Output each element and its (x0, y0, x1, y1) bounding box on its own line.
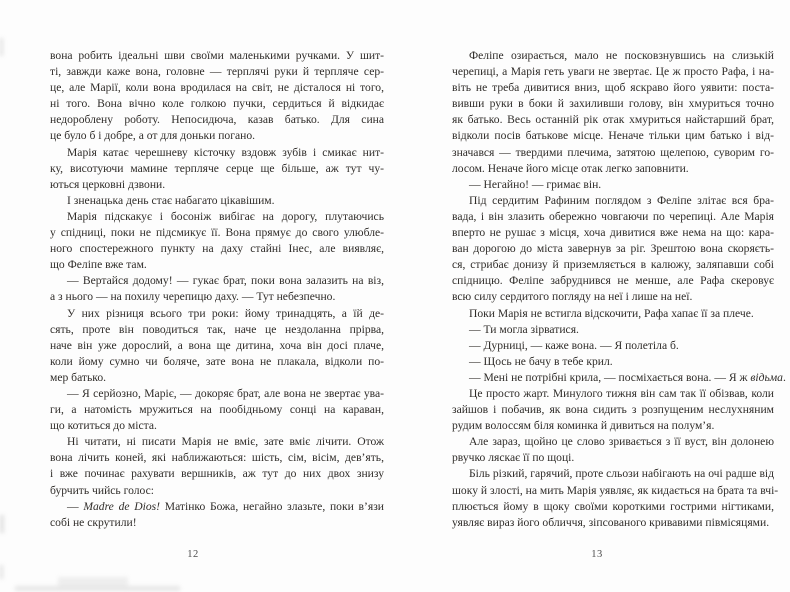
text-line: рудим волоссям біля коминка й дивиться на полум’я. (452, 419, 715, 433)
text-line: спідницю. Феліпе забруднився не менше, але Рафа скеровує (452, 274, 774, 288)
text-line: сять, проте він поводиться так, наче це нездоланна прірва, (50, 322, 384, 336)
text-line: Марія катає черешневу кісточку вздовж зубів і смикає нит- (67, 145, 384, 159)
text-line: шоку й злості, на мить Марія уявляє, як кидається на брата та вчі- (452, 483, 779, 497)
text-line: це було б і добре, а от для доньки погано. (50, 129, 256, 143)
text-line: — Дурниці, — каже вона. — Я полетіла б. (469, 338, 679, 352)
text-line: Але зараз, щойно це слово зривається з її вуст, він долонею (469, 435, 774, 449)
text-line: бурчить чийсь голос: (50, 483, 154, 497)
text-line: це, але Марії, коли вона вродилася на світ, не дісталося ні того, (50, 81, 384, 95)
text-line: ного спостережного пункту на даху стайні Інес, але виявляє, (50, 242, 384, 256)
text-line: уявляє вираз його обличчя, зіпсованого кривавими півмісяцями. (452, 515, 770, 529)
text-line: що Феліпе вже там. (50, 258, 147, 272)
text-line: вона робить ідеальні шви своїми маленькими ручками. У шит- (50, 49, 384, 62)
page-left-text (50, 48, 384, 531)
text-line: значався — твердими плечима, затятою щелепою, суворим го- (452, 145, 774, 159)
text-line: — Я серйозно, Маріє, — докоряє брат, але вона не звертає ува- (67, 386, 384, 400)
text-line: зайшов і побачив, як вона сидить з розпущеним неслухняним (452, 403, 774, 417)
page-number-right: 13 (591, 549, 603, 560)
text-line: у спідниці, поки не підсмикує її. Вона прямує до свого улюбле- (50, 226, 384, 240)
text-line: — Негайно! — гримає він. (469, 177, 602, 191)
text-line: ги, а натомість мружиться на пообідньому сонці на караван, (50, 403, 384, 417)
text-line: відколи посів батькове місце. Неначе тільки цим батько і від- (452, 129, 774, 143)
text-line: наче він уже дорослий, а вона ще дитина, хоча він досі плаче, (50, 338, 384, 352)
text-line: коли йому сумно чи боляче, зате вона не плакала, відколи по- (50, 354, 384, 368)
text-line: Біль різкий, гарячий, проте сльози набігають на очі радше від (469, 467, 775, 481)
text-line: недороблену роботу. Непосидюча, казав батько. Для сина (50, 113, 384, 127)
text-line: У них різниця всього три роки: йому тринадцять, а їй де- (67, 306, 384, 320)
text-line: ті, завжди каже вона, головне — терплячі руки й терпляче сер- (50, 65, 384, 79)
text-line: Це просто жарт. Минулого тижня він сам так її обізвав, коли (469, 386, 774, 400)
text-line: — Мені не потрібні крила, — посміхається вона. — Я ж відьма. (469, 370, 786, 384)
text-line: ються церковні дзвони. (50, 177, 166, 191)
text-line: ся, стрибає донизу й приземляється в калюжу, заляпавши собі (452, 258, 774, 272)
page-number-left: 12 (187, 549, 199, 560)
text-line: що котиться до міста. (50, 419, 157, 433)
text-line: — Щось не бачу в тебе крил. (469, 354, 613, 368)
text-line: собі не скрутили! (50, 515, 137, 529)
scan-artifact-left-edge-3 (0, 565, 3, 579)
text-line: плюється йому в щоку своїми короткими гострими нігтиками, (452, 499, 774, 513)
text-line: — Вертайся додому! — гукає брат, поки вона залазить на віз, (67, 274, 384, 288)
text-line: віть не треба дивитися вниз, щоб яскраво його уявити: поста- (452, 81, 774, 95)
text-line: як батько. Весь останній рік отак хмуриться найстарший брат, (452, 113, 774, 127)
text-line: вада, і він злазить обережно човгаючи по черепиці. Але Марія (452, 209, 774, 223)
text-line: всю силу сердитого погляду на неї і лише на неї. (452, 290, 693, 304)
page-right-text (452, 48, 786, 531)
text-line: Ні читати, ні писати Марія не вміє, зате вміє лічити. Отож (67, 435, 384, 449)
text-line: Під сердитим Рафиним поглядом з Феліпе злітає вся бра- (469, 193, 774, 207)
text-line: Феліпе озирається, мало не посковзнувшись на слизькій (469, 49, 774, 62)
text-line: і вже починає рахувати вершників, аж тут до них двох знизу (50, 467, 384, 481)
scan-artifact-left-edge-1 (0, 38, 3, 56)
text-line: вона лічить коней, які наближаються: шість, сім, вісім, дев’ять, (50, 451, 384, 465)
text-line: — Ти могла зірватися. (469, 322, 579, 336)
text-line: а з нього — на похилу черепицю даху. — Тут небезпечно. (50, 290, 336, 304)
text-line: вперто не рушає з місця, хоча дивитися вже нема на що: кара- (452, 226, 774, 240)
text-line: ку, висотуючи мамине терпляче серце ще більше, аж тут чу- (50, 161, 384, 175)
text-line: ні того. Вона вічно коле голкою пучки, сердиться й відкидає (50, 97, 384, 111)
text-line: Поки Марія не встигла відскочити, Рафа хапає її за плече. (469, 306, 754, 320)
text-line: Марія підскакує і босоніж вибігає на дорогу, плутаючись (67, 209, 384, 223)
text-line: мер батько. (50, 370, 107, 384)
scan-artifact-bottom-strip (15, 586, 180, 591)
text-line: лосом. Неначе його місце отак легко заповнити. (452, 161, 689, 175)
text-line: рвучко ляскає її по щоці. (452, 451, 575, 465)
scan-artifact-left-edge-2 (0, 515, 4, 533)
text-line: І зненацька день стає набагато цікавішим. (67, 193, 275, 207)
text-line: — Madre de Dios! Матінко Божа, негайно злазьте, поки в’язи (67, 499, 384, 513)
text-line: ван дорогою до міста завернув за ріг. Зрештою вона скоряєть- (452, 242, 774, 256)
text-line: вивши руки в боки й захиливши голову, він хмуриться точно (452, 97, 774, 111)
text-line: черепиці, а Марія геть уваги не звертає. Це ж просто Рафа, і на- (452, 65, 774, 79)
